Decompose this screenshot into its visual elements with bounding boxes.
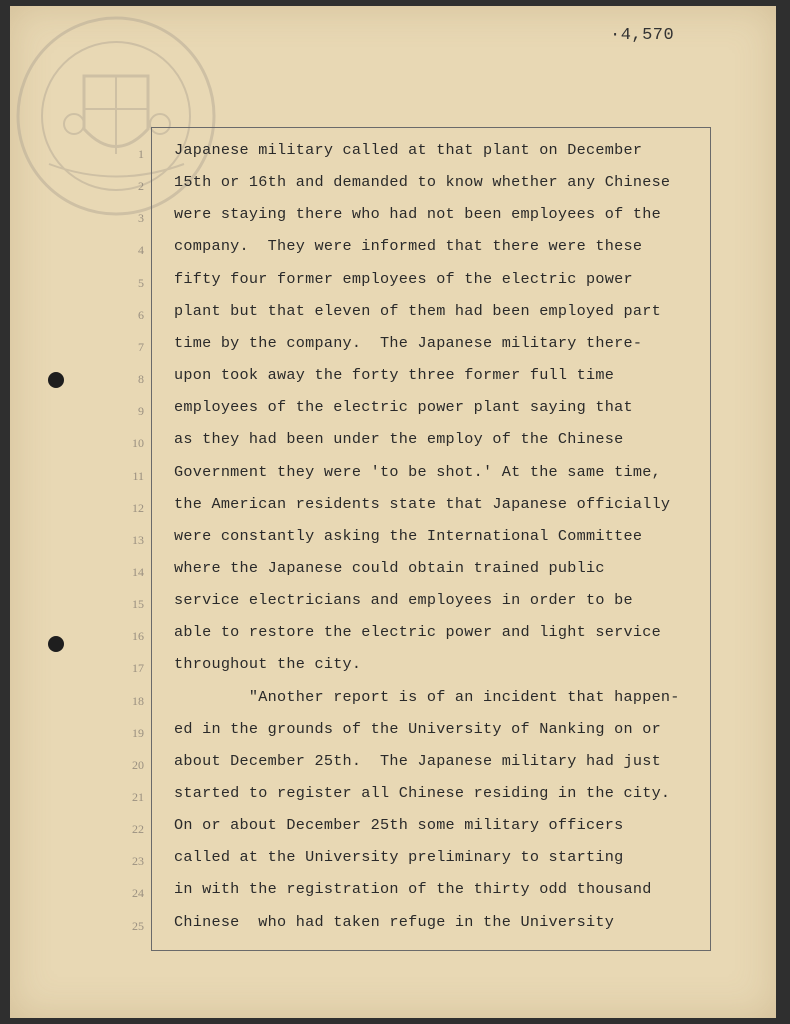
- text-line: the American residents state that Japanese officially: [174, 494, 671, 513]
- line-number: 13: [132, 532, 144, 547]
- line-number: 18: [132, 693, 144, 708]
- text-line: plant but that eleven of them had been employed part: [174, 301, 661, 320]
- line-number: 3: [138, 211, 144, 226]
- text-line: time by the company. The Japanese military there-: [174, 333, 643, 352]
- line-number: 12: [132, 500, 144, 515]
- line-number: 19: [132, 725, 144, 740]
- text-line: were staying there who had not been employees of the: [174, 205, 661, 224]
- text-line: in with the registration of the thirty odd thousand: [174, 880, 652, 899]
- line-number: 15: [132, 597, 144, 612]
- text-line: Chinese who had taken refuge in the University: [174, 912, 615, 931]
- line-number: 22: [132, 822, 144, 837]
- line-number: 16: [132, 629, 144, 644]
- text-line: throughout the city.: [174, 655, 362, 674]
- line-number: 23: [132, 854, 144, 869]
- text-line: ed in the grounds of the University of Nanking on or: [174, 719, 661, 738]
- text-line: able to restore the electric power and light service: [174, 623, 661, 642]
- text-line: fifty four former employees of the electric power: [174, 269, 633, 288]
- line-number: 20: [132, 757, 144, 772]
- text-line: were constantly asking the International Committee: [174, 526, 643, 545]
- line-number: 17: [132, 661, 144, 676]
- text-line: "Another report is of an incident that happen-: [174, 687, 680, 706]
- text-line: employees of the electric power plant saying that: [174, 398, 633, 417]
- line-number: 14: [132, 564, 144, 579]
- binder-hole: [48, 372, 64, 388]
- line-number: 21: [132, 790, 144, 804]
- line-number: 2: [138, 179, 144, 194]
- text-line: about December 25th. The Japanese military had just: [174, 751, 661, 770]
- line-number: 6: [138, 307, 144, 322]
- text-line: company. They were informed that there were these: [174, 237, 643, 256]
- text-line: upon took away the forty three former full time: [174, 366, 615, 385]
- line-number: 8: [138, 372, 144, 387]
- text-line: 15th or 16th and demanded to know whether any Chinese: [174, 173, 671, 192]
- text-line: called at the University preliminary to starting: [174, 848, 624, 867]
- line-number: 5: [138, 275, 144, 290]
- line-number: 9: [138, 404, 144, 419]
- line-number: 11: [132, 468, 144, 483]
- line-number: 4: [138, 243, 144, 258]
- text-line: where the Japanese could obtain trained public: [174, 558, 605, 577]
- line-number: 10: [132, 436, 144, 451]
- line-number: 24: [132, 886, 144, 901]
- line-number: 7: [138, 339, 144, 354]
- page-number: ·4,570: [610, 26, 675, 45]
- text-line: Japanese military called at that plant on December: [174, 141, 643, 159]
- line-number: 25: [132, 918, 144, 933]
- text-line: On or about December 25th some military officers: [174, 816, 624, 835]
- line-number: 1: [138, 147, 144, 161]
- text-line: Government they were 'to be shot.' At the same time,: [174, 462, 661, 481]
- text-line: started to register all Chinese residing in the city.: [174, 784, 671, 802]
- binder-hole: [48, 636, 64, 652]
- text-line: service electricians and employees in order to be: [174, 591, 633, 610]
- text-line: as they had been under the employ of the Chinese: [174, 430, 624, 449]
